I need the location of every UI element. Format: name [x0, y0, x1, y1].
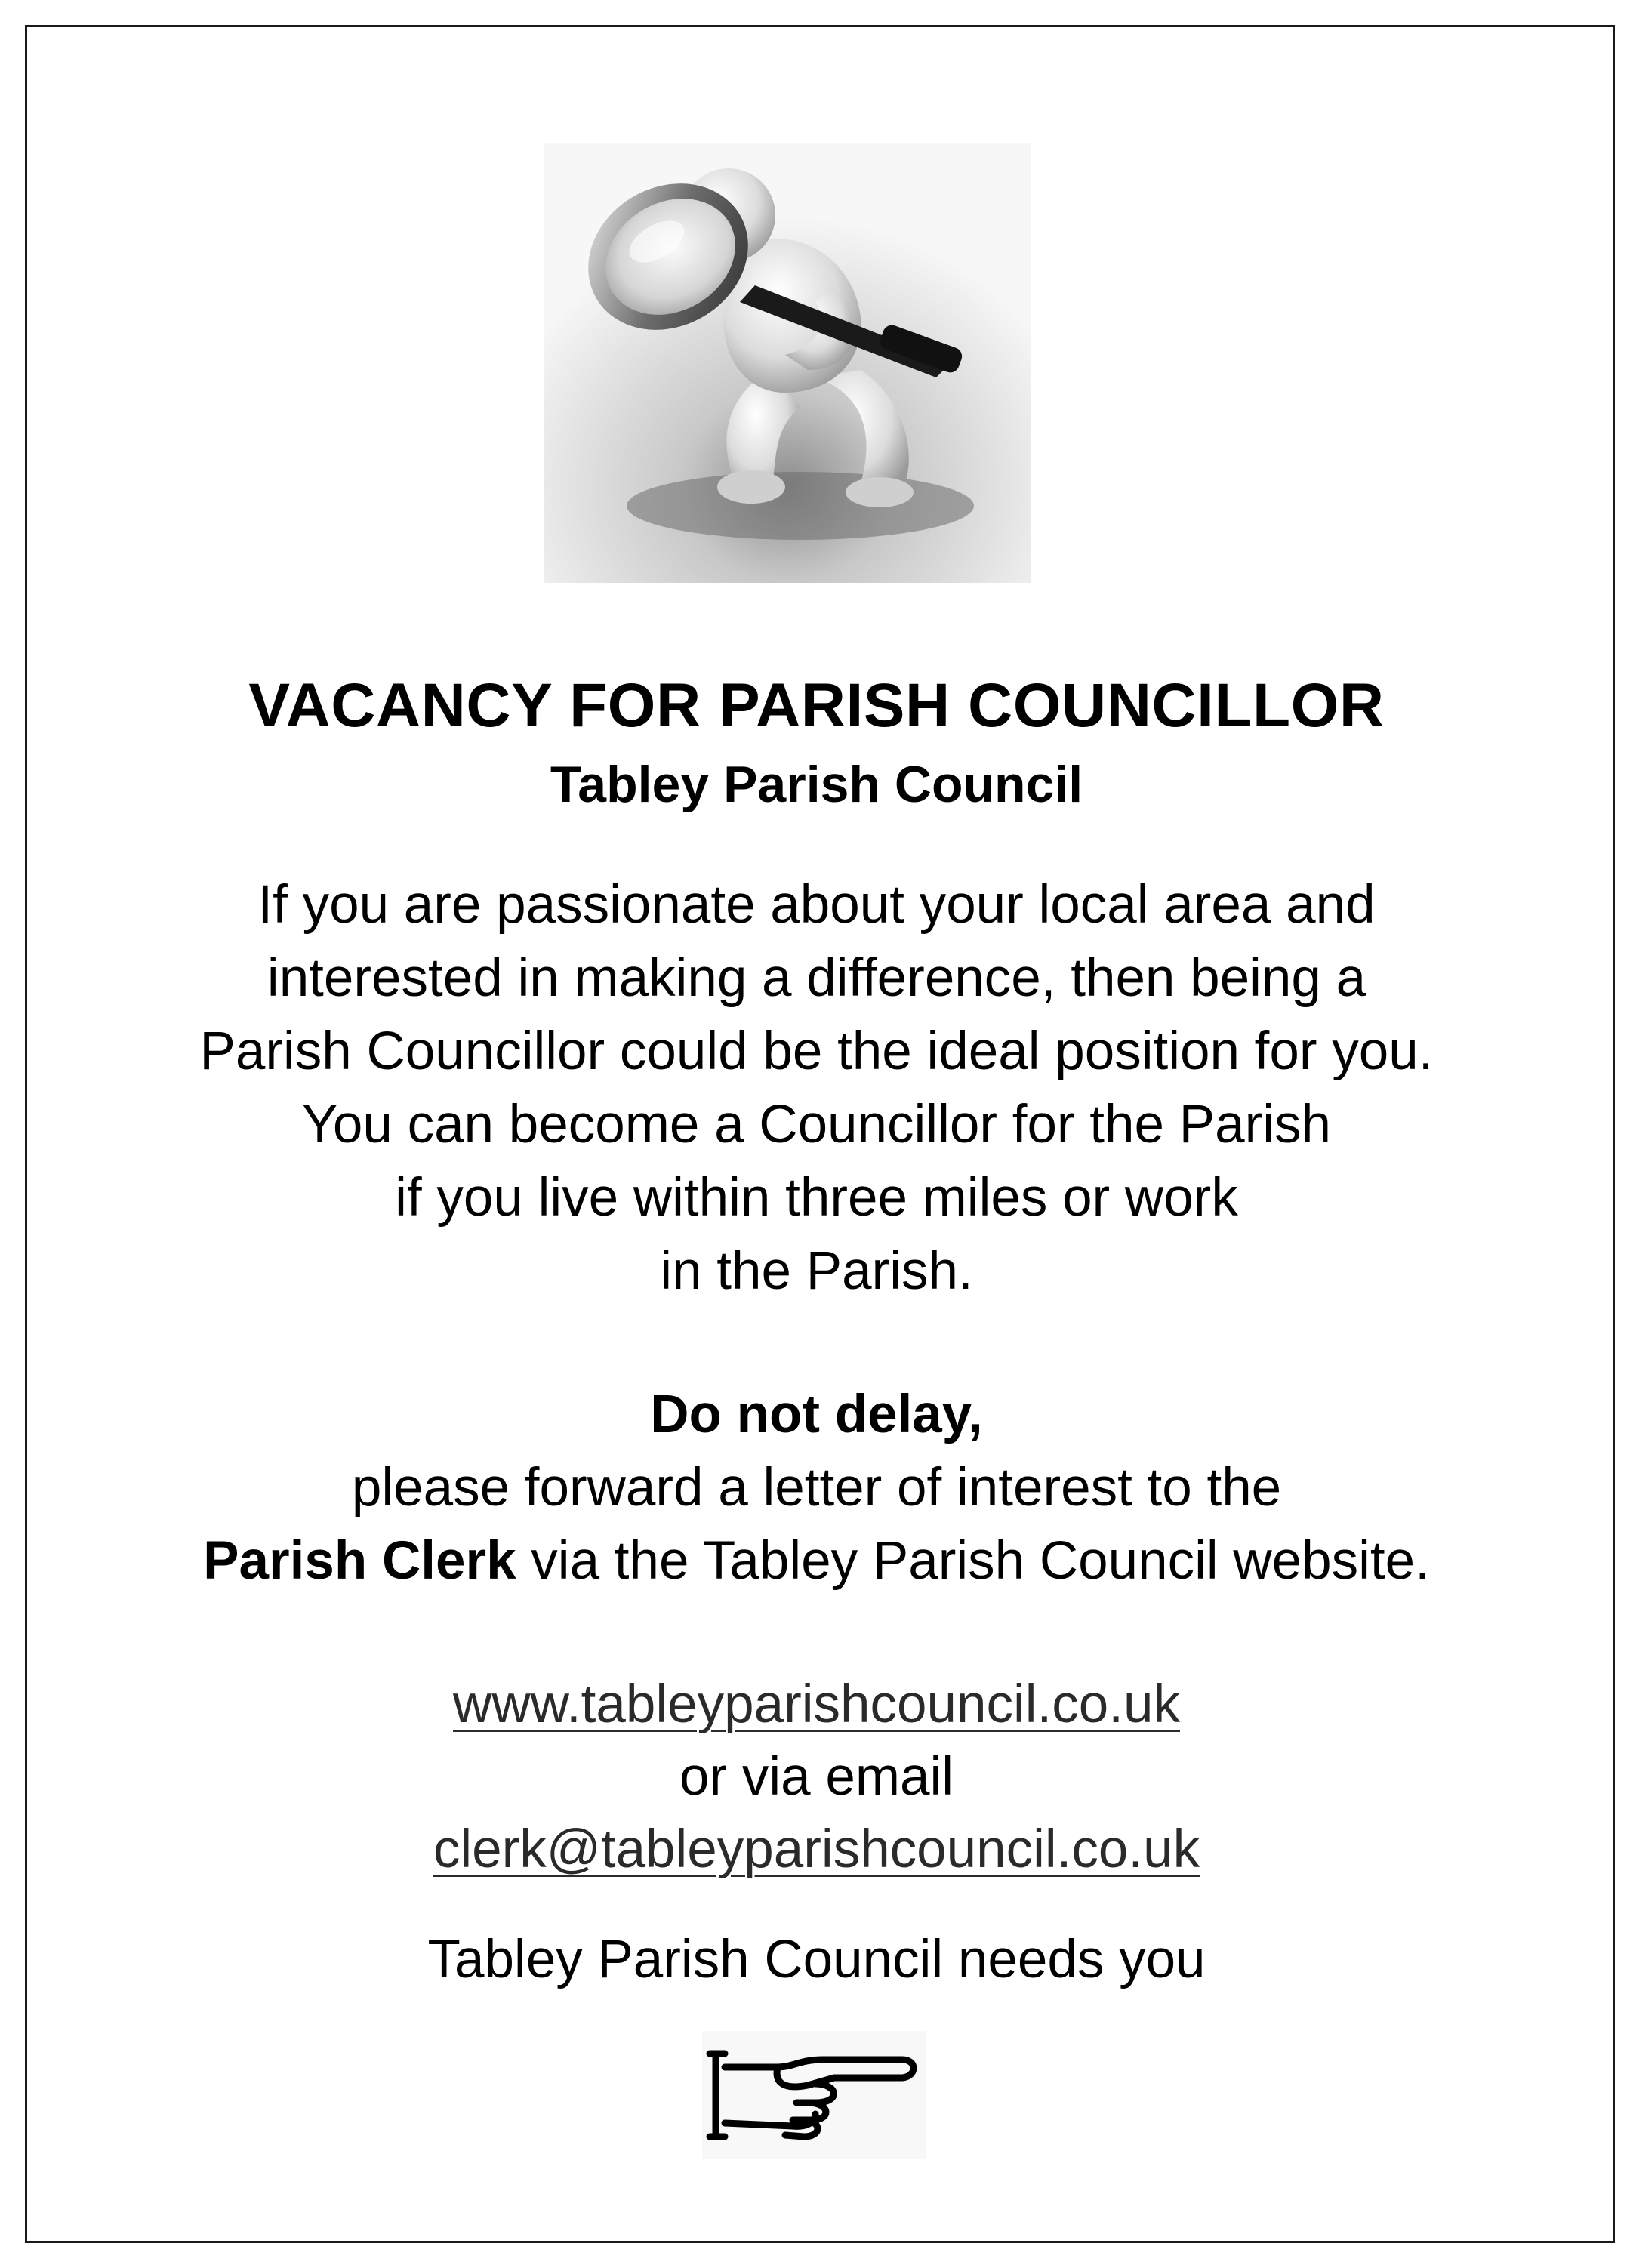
or-email-label: or via email — [679, 1747, 954, 1807]
footer-tagline: Tabley Parish Council needs you — [427, 1930, 1206, 1989]
intro-paragraph — [0, 868, 1633, 1308]
intro-line: in the Parish. — [660, 1241, 973, 1301]
magnifying-glass-figure-image — [544, 143, 1031, 583]
intro-line: If you are passionate about your local area and — [257, 875, 1376, 935]
pointing-hand-icon — [702, 2031, 926, 2159]
cta-line: please forward a letter of interest to the — [351, 1458, 1282, 1518]
page-title: VACANCY FOR PARISH COUNCILLOR — [248, 671, 1385, 740]
email-link[interactable]: clerk@tableyparishcouncil.co.uk — [433, 1820, 1200, 1879]
contact-block — [0, 1669, 1633, 1886]
council-subtitle: Tabley Parish Council — [550, 756, 1083, 813]
call-to-action — [0, 1378, 1633, 1598]
cta-heading: Do not delay, — [650, 1385, 983, 1444]
cta-clerk-line — [0, 1524, 1633, 1598]
cta-rest: via the Tabley Parish Council website. — [516, 1531, 1430, 1591]
intro-line: interested in making a difference, then being a — [267, 948, 1366, 1008]
intro-line: You can become a Councillor for the Parish — [302, 1095, 1331, 1154]
website-link[interactable]: www.tableyparishcouncil.co.uk — [453, 1675, 1180, 1734]
intro-line: if you live within three miles or work — [395, 1168, 1238, 1228]
intro-line: Parish Councillor could be the ideal position for you. — [199, 1022, 1434, 1081]
parish-clerk-label: Parish Clerk — [203, 1531, 516, 1591]
